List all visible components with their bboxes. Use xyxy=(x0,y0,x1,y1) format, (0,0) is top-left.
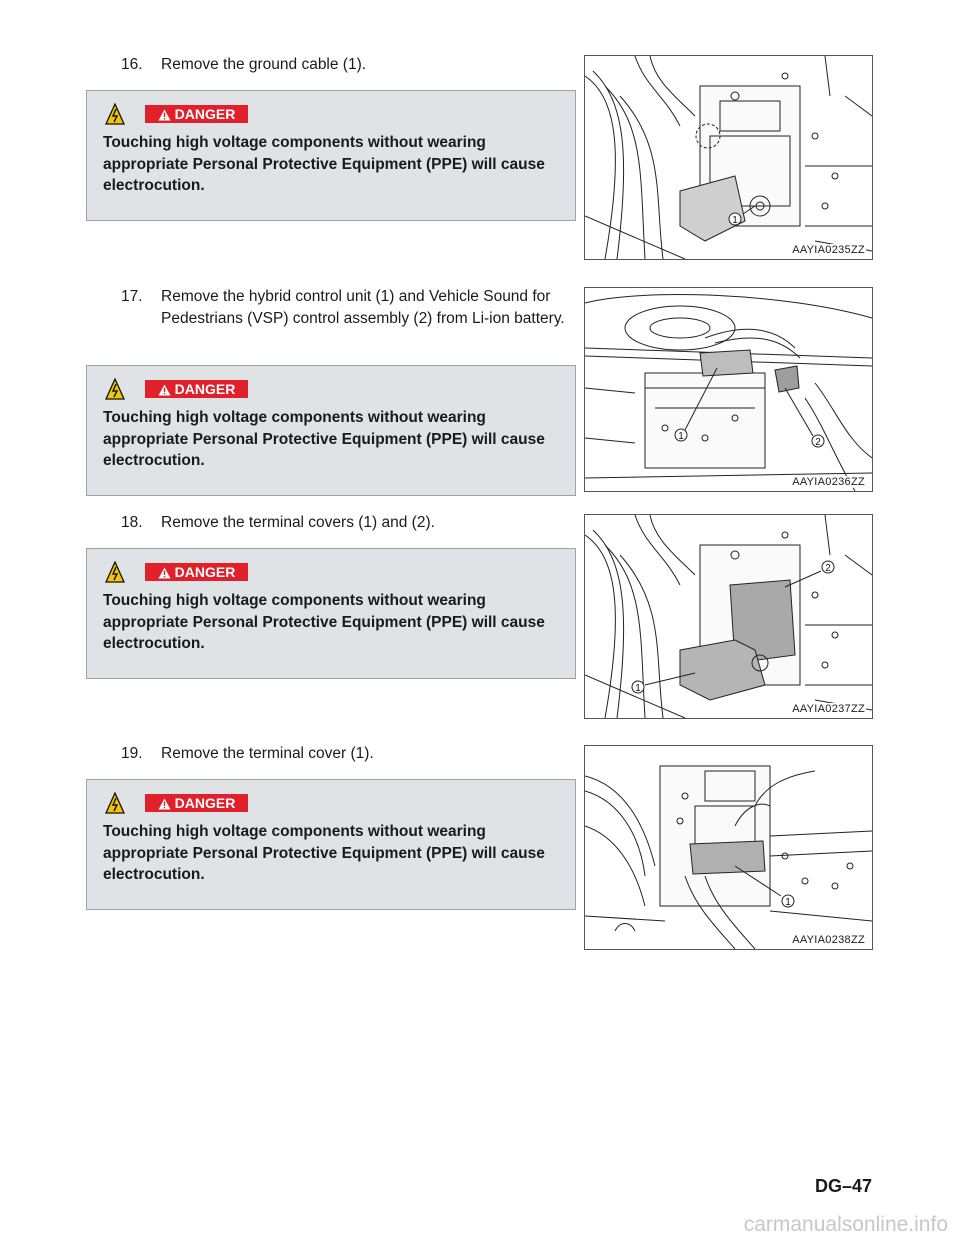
page-number: DG–47 xyxy=(814,1176,872,1196)
danger-label: DANGER xyxy=(145,794,248,812)
terminal-cover-illustration xyxy=(585,746,872,949)
step-19 xyxy=(121,743,576,765)
danger-text: Touching high voltage components without wearing appropriate Personal Protective Equipment (PPE) will cause electrocution. xyxy=(103,823,545,883)
danger-box xyxy=(86,365,576,496)
step-number: 16. xyxy=(121,56,143,73)
danger-text: Touching high voltage components without wearing appropriate Personal Protective Equipment (PPE) will cause electrocution. xyxy=(103,409,545,469)
callout-2: 2 xyxy=(825,563,831,574)
step-number: 19. xyxy=(121,745,143,762)
callout-1: 1 xyxy=(678,431,684,442)
warning-triangle-icon xyxy=(158,384,171,396)
figure-code: AAYIA0238ZZ xyxy=(792,934,865,946)
figure-code: AAYIA0237ZZ xyxy=(792,703,865,715)
danger-text: Touching high voltage components without wearing appropriate Personal Protective Equipment (PPE) will cause electrocution. xyxy=(103,592,545,652)
figure-step-19 xyxy=(584,745,873,950)
figure-code: AAYIA0236ZZ xyxy=(792,476,865,488)
high-voltage-icon xyxy=(105,792,125,814)
callout-1: 1 xyxy=(732,215,738,226)
figure-step-16 xyxy=(584,55,873,260)
step-18 xyxy=(121,512,576,534)
step-text: Remove the hybrid control unit (1) and Vehicle Sound for xyxy=(161,288,551,305)
ground-cable-illustration xyxy=(585,56,872,259)
step-16 xyxy=(121,54,576,76)
step-text: Remove the ground cable (1). xyxy=(161,56,367,73)
terminal-covers-illustration xyxy=(585,515,872,718)
danger-label: DANGER xyxy=(145,380,248,398)
warning-triangle-icon xyxy=(158,567,171,579)
danger-text: Touching high voltage components without wearing appropriate Personal Protective Equipment (PPE) will cause electrocution. xyxy=(103,134,545,194)
danger-box xyxy=(86,779,576,910)
warning-triangle-icon xyxy=(158,109,171,121)
step-text-continued: Pedestrians (VSP) control assembly (2) from Li-ion battery. xyxy=(161,310,565,327)
figure-code: AAYIA0235ZZ xyxy=(792,244,865,256)
figure-step-17 xyxy=(584,287,873,492)
callout-1: 1 xyxy=(785,897,791,908)
danger-label: DANGER xyxy=(145,563,248,581)
callout-2: 2 xyxy=(815,437,821,448)
high-voltage-icon xyxy=(105,561,125,583)
danger-box xyxy=(86,548,576,679)
watermark: carmanualsonline.info xyxy=(743,1213,948,1236)
high-voltage-icon xyxy=(105,103,125,125)
hybrid-control-unit-illustration xyxy=(585,288,872,491)
step-text: Remove the terminal covers (1) and (2). xyxy=(161,514,435,531)
danger-box xyxy=(86,90,576,221)
danger-label: DANGER xyxy=(145,105,248,123)
callout-1: 1 xyxy=(635,683,641,694)
step-number: 17. xyxy=(121,288,143,305)
step-number: 18. xyxy=(121,514,143,531)
figure-step-18 xyxy=(584,514,873,719)
warning-triangle-icon xyxy=(158,798,171,810)
step-17 xyxy=(121,286,576,330)
step-text: Remove the terminal cover (1). xyxy=(161,745,374,762)
high-voltage-icon xyxy=(105,378,125,400)
